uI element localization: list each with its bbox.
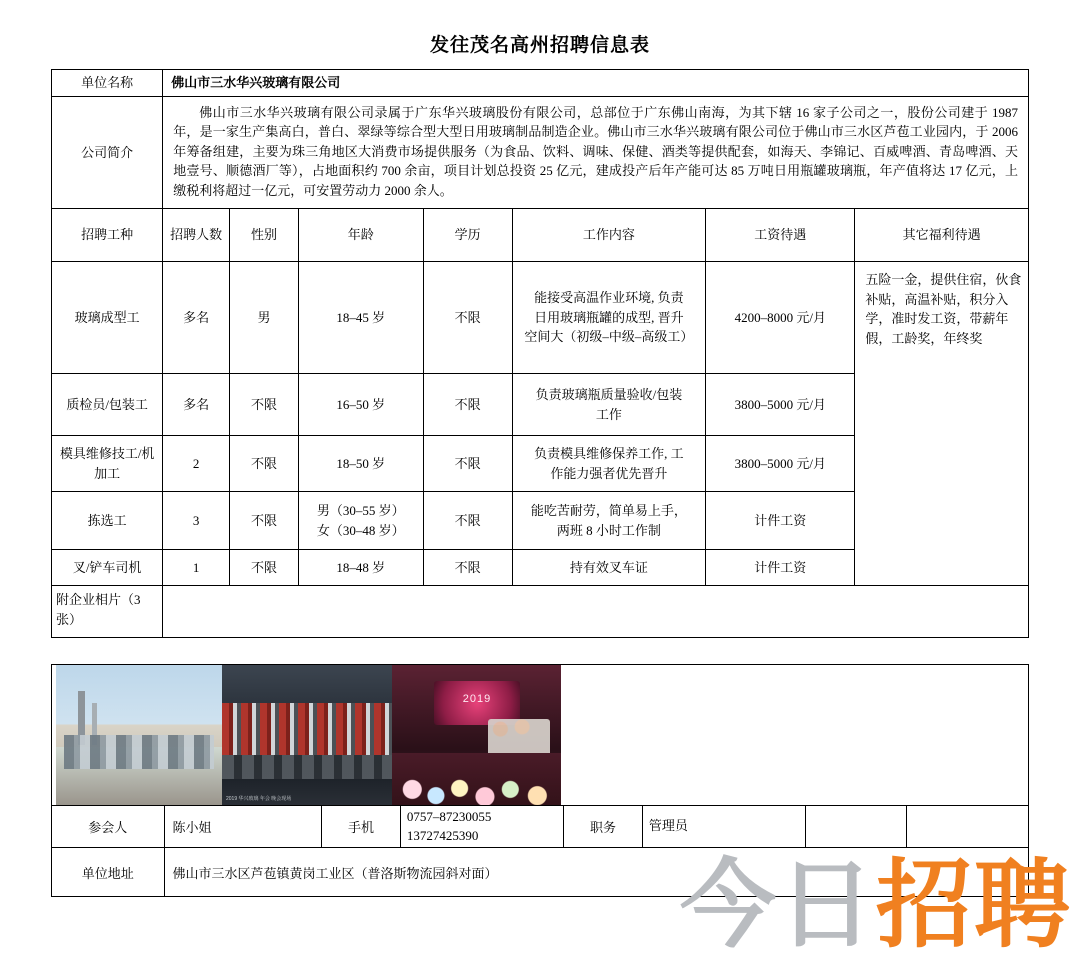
chimney-icon — [92, 703, 97, 745]
job-age: 18–48 岁 — [299, 550, 424, 586]
watermark-gray-text: 今日 — [680, 852, 876, 959]
attachment-empty-cell — [163, 586, 1029, 638]
phone-line-1: 0757–87230055 — [406, 808, 492, 824]
job-gender: 不限 — [230, 436, 299, 492]
job-duties — [512, 374, 706, 436]
company-name-label: 单位名称 — [52, 70, 163, 97]
photo-caption: 2019 华兴玻璃 年会 晚会现场 — [226, 795, 292, 802]
job-age: 18–50 岁 — [299, 436, 424, 492]
attendee-value: 陈小姐 — [164, 806, 322, 848]
job-salary: 4200–8000 元/月 — [706, 262, 855, 374]
table-row-company-name — [52, 70, 1029, 97]
job-headcount: 3 — [163, 492, 230, 550]
job-education: 不限 — [423, 492, 512, 550]
header-duties: 工作内容 — [512, 209, 706, 262]
photo-strip — [56, 665, 561, 805]
job-salary: 3800–5000 元/月 — [706, 374, 855, 436]
job-duties-line: 空间大（初级–中级–高级工） — [524, 329, 694, 345]
job-age-line: 男（30–55 岁） — [316, 503, 405, 518]
job-position — [52, 436, 163, 492]
job-duties-line: 日用玻璃瓶罐的成型, 晋升 — [534, 309, 684, 325]
production-line-photo — [222, 665, 392, 805]
job-position: 质检员/包装工 — [52, 374, 163, 436]
job-duties — [512, 492, 706, 550]
job-salary: 3800–5000 元/月 — [706, 436, 855, 492]
job-headcount: 2 — [163, 436, 230, 492]
factory-exterior-photo — [56, 665, 222, 805]
job-position-text: 模具维修技工/机加工 — [59, 446, 155, 481]
header-gender: 性别 — [230, 209, 299, 262]
table-header-row — [52, 209, 1029, 262]
table-row-address — [52, 848, 1029, 897]
attendee-label: 参会人 — [52, 806, 165, 848]
job-salary: 计件工资 — [706, 550, 855, 586]
company-intro-cell — [163, 96, 1029, 209]
job-gender: 男 — [230, 262, 299, 374]
stage-screen-text: 2019 — [462, 693, 492, 705]
job-age: 18–45 岁 — [299, 262, 424, 374]
table-row-photos — [52, 665, 1029, 806]
address-value: 佛山市三水区芦苞镇黄岗工业区（普洛斯物流园斜对面） — [164, 848, 1028, 897]
job-duties-line: 能接受高温作业环境, 负责 — [534, 290, 684, 306]
job-education: 不限 — [423, 374, 512, 436]
header-education: 学历 — [423, 209, 512, 262]
header-benefits: 其它福利待遇 — [855, 209, 1029, 262]
job-age: 16–50 岁 — [299, 374, 424, 436]
job-education: 不限 — [423, 262, 512, 374]
header-age: 年龄 — [299, 209, 424, 262]
photos-and-contact-table — [51, 664, 1029, 897]
job-salary: 计件工资 — [706, 492, 855, 550]
header-headcount: 招聘人数 — [163, 209, 230, 262]
table-gap — [0, 638, 1080, 664]
job-position: 拣选工 — [52, 492, 163, 550]
photos-cell — [52, 665, 1029, 806]
company-intro-text: 佛山市三水华兴玻璃有限公司录属于广东华兴玻璃股份有限公司，总部位于广东佛山南海，为其下辖 16 家子公司之一，股份公司建于 1987 年，是一家生产集高白，普白、翠绿等综合型大型日用玻璃制品制造企业。佛山市三水华兴玻璃有限公司位于佛山市三水区芦苞工业园内，于 2006 年筹备组建，主要为珠三角地区大消费市场提供服务（为食品、饮料、调味、保健、酒类等提供配套，如海天、李锦记、百威啤酒、青岛啤酒、天地壹号、顺德酒厂等），占地面积约 700 余亩，项目计划总投资 25 亿元，建成投产后年产能可达 85 万吨日用瓶罐玻璃瓶，年产值将达 17 亿元，上缴税利将超过一亿元，可安置劳动力 2000 余人。 — [173, 104, 1018, 198]
company-name-value: 佛山市三水华兴玻璃有限公司 — [163, 70, 1029, 97]
table-row-contact — [52, 806, 1029, 848]
annual-party-photo — [392, 665, 561, 805]
header-salary: 工资待遇 — [706, 209, 855, 262]
job-duties — [512, 262, 706, 374]
address-label: 单位地址 — [52, 848, 165, 897]
phone-value — [400, 806, 563, 848]
job-headcount: 1 — [163, 550, 230, 586]
watermark-orange-text: 招聘 — [876, 852, 1072, 959]
job-position: 玻璃成型工 — [52, 262, 163, 374]
job-age-line: 女（30–48 岁） — [316, 522, 405, 538]
benefits-cell: 五险一金，提供住宿，伙食补贴，高温补贴，积分入学，准时发工资，带薪年假，工龄奖，年终奖 — [855, 262, 1029, 586]
company-intro-label: 公司简介 — [52, 96, 163, 209]
chimney-icon — [78, 691, 85, 745]
job-duties: 持有效叉车证 — [512, 550, 706, 586]
job-headcount: 多名 — [163, 262, 230, 374]
job-duties-line: 负责模具维修保养工作, 工 — [534, 446, 684, 461]
attachment-label: 附企业相片（3 张） — [52, 586, 163, 638]
table-row-attachment — [52, 586, 1029, 638]
job-position: 叉/铲车司机 — [52, 550, 163, 586]
job-headcount: 多名 — [163, 374, 230, 436]
job-age — [299, 492, 424, 550]
phone-label: 手机 — [322, 806, 401, 848]
job-gender: 不限 — [230, 550, 299, 586]
job-education: 不限 — [423, 436, 512, 492]
balloons-decoration — [392, 753, 561, 805]
job-duties-line: 能吃苦耐劳，简单易上手， — [530, 503, 687, 518]
job-gender: 不限 — [230, 492, 299, 550]
recruitment-info-table — [51, 69, 1029, 638]
job-duties-line: 作能力强者优先晋升 — [550, 465, 668, 481]
table-row — [52, 262, 1029, 374]
duty-label: 职务 — [564, 806, 643, 848]
job-duties — [512, 436, 706, 492]
job-education: 不限 — [423, 550, 512, 586]
duty-value: 管理员 — [642, 806, 805, 848]
table-row-company-intro — [52, 96, 1029, 209]
contact-empty-cell-1 — [806, 806, 907, 848]
page-title: 发往茂名高州招聘信息表 — [429, 35, 650, 56]
job-duties-line: 两班 8 小时工作制 — [556, 522, 661, 538]
job-duties-line: 负责玻璃瓶质量验收/包装 — [535, 387, 683, 402]
contact-empty-cell-2 — [907, 806, 1029, 848]
job-gender: 不限 — [230, 374, 299, 436]
job-duties-line: 工作 — [595, 406, 622, 422]
phone-line-2: 13727425390 — [406, 827, 479, 843]
header-position: 招聘工种 — [52, 209, 163, 262]
